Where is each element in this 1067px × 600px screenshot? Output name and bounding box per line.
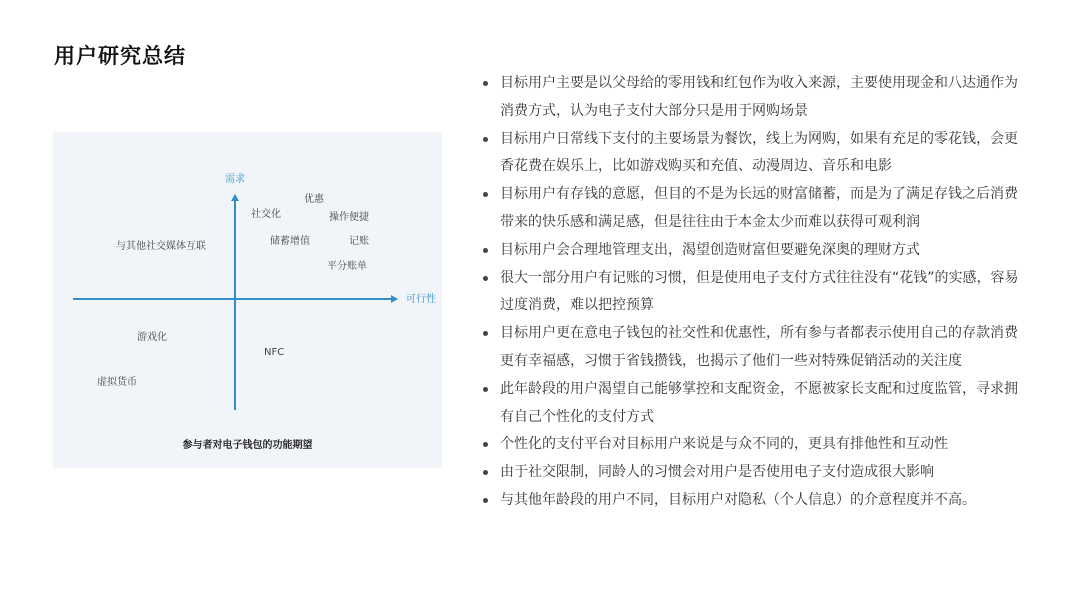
diagram-caption: 参与者对电子钱包的功能期望 <box>182 440 313 451</box>
finding-text: 目标用户有存钱的意愿，但目的不是为长远的财富储蓄，而是为了满足存钱之后消费带来的快乐感和满足感，但是往往由于本金太少而难以获得可观利润 <box>500 186 1018 230</box>
item-social: 社交化 <box>251 209 281 220</box>
bullet-icon <box>483 276 488 281</box>
item-nfc: NFC <box>264 347 285 358</box>
finding-text: 目标用户主要是以父母给的零用钱和红包作为收入来源，主要使用现金和八达通作为消费方式，认为电子支付大部分只是用于网购场景 <box>500 75 1018 119</box>
bullet-icon <box>483 498 488 503</box>
finding-item <box>480 459 1020 487</box>
bullet-icon <box>483 470 488 475</box>
finding-item <box>480 431 1020 459</box>
bullet-icon <box>483 331 488 336</box>
item-discount: 优惠 <box>304 194 324 205</box>
page-title: 用户研究总结 <box>54 44 186 68</box>
finding-text: 与其他年龄段的用户不同，目标用户对隐私（个人信息）的介意程度并不高。 <box>500 491 976 508</box>
y-axis-label: 需求 <box>225 174 245 185</box>
item-bookkeeping: 记账 <box>349 236 369 247</box>
finding-item <box>480 181 1020 237</box>
bullet-icon <box>483 137 488 142</box>
finding-item <box>480 265 1020 321</box>
finding-item <box>480 376 1020 432</box>
finding-text: 此年龄段的用户渴望自己能够掌控和支配资金，不愿被家长支配和过度监管，寻求拥有自己个性化的支付方式 <box>500 380 1018 425</box>
item-virtual-currency: 虚拟货币 <box>97 377 137 388</box>
x-axis-label: 可行性 <box>406 294 436 305</box>
item-social-media-link: 与其他社交媒体互联 <box>116 241 206 252</box>
finding-text: 由于社交限制，同龄人的习惯会对用户是否使用电子支付造成很大影响 <box>500 464 934 481</box>
finding-text: 很大一部分用户有记账的习惯，但是使用电子支付方式往往没有“花钱”的实感，容易过度消费，难以把控预算 <box>500 269 1019 314</box>
finding-item <box>480 237 1020 265</box>
bullet-icon <box>483 387 488 392</box>
bullet-icon <box>483 192 488 197</box>
item-gamification: 游戏化 <box>137 332 167 343</box>
quadrant-axes <box>53 132 442 468</box>
bullet-icon <box>483 442 488 447</box>
finding-item <box>480 70 1020 126</box>
finding-item <box>480 487 1020 515</box>
finding-item <box>480 320 1020 376</box>
item-savings-growth: 储蓄增值 <box>270 236 310 247</box>
bullet-icon <box>483 248 488 253</box>
item-easy-operation: 操作便捷 <box>329 212 369 223</box>
bullet-icon <box>483 81 488 86</box>
finding-text: 个性化的支付平台对目标用户来说是与众不同的，更具有排他性和互动性 <box>500 436 948 453</box>
finding-text: 目标用户日常线下支付的主要场景为餐饮，线上为网购，如果有充足的零花钱，会更香花费在娱乐上，比如游戏购买和充值、动漫周边、音乐和电影 <box>500 130 1018 175</box>
feature-expectation-diagram <box>53 132 442 468</box>
finding-item <box>480 126 1020 182</box>
item-split-bill: 平分账单 <box>327 261 367 272</box>
finding-text: 目标用户更在意电子钱包的社交性和优惠性，所有参与者都表示使用自己的存款消费更有幸福感，习惯于省钱攒钱，也揭示了他们一些对特殊促销活动的关注度 <box>500 325 1018 369</box>
finding-text: 目标用户会合理地管理支出，渴望创造财富但要避免深奥的理财方式 <box>500 241 920 258</box>
findings-list <box>480 70 1020 515</box>
